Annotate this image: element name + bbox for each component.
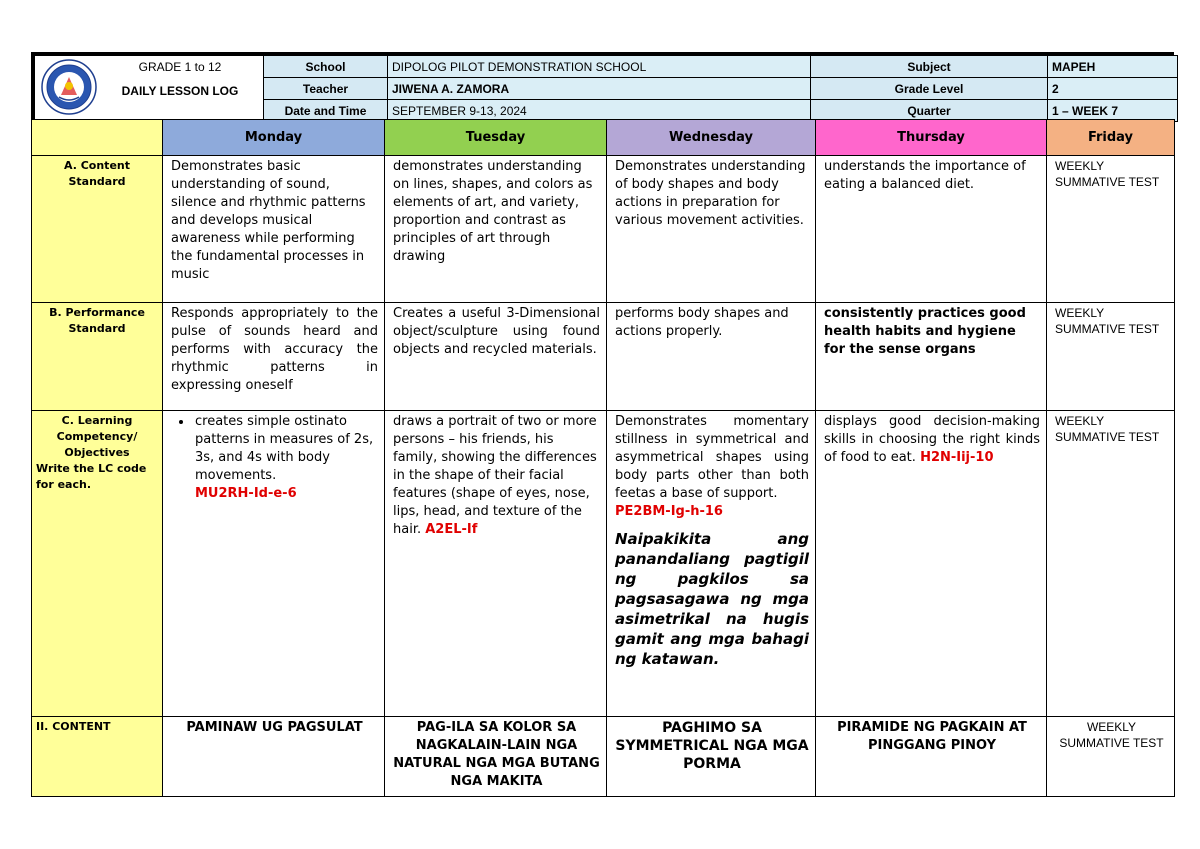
header-title-cell — [35, 56, 264, 122]
log-title: DAILY LESSON LOG — [121, 84, 239, 98]
competency-thursday — [816, 411, 1047, 717]
day-header-row — [32, 120, 1175, 156]
quarter-value: 1 – WEEK 7 — [1048, 100, 1178, 122]
day-header-monday: Monday — [163, 120, 385, 156]
competency-monday — [163, 411, 385, 717]
lesson-table — [31, 119, 1175, 797]
competency-monday-list — [171, 413, 378, 503]
content-wednesday: PAGHIMO SA SYMMETRICAL NGA MGA PORMA — [607, 717, 816, 797]
row-label-competency — [32, 411, 163, 717]
competency-wednesday-text: Demonstrates momentary stillness in symmetrical and asymmetrical shapes using body parts other than both feetas a base of support. — [615, 414, 809, 501]
grade-level-label: Grade Level — [811, 78, 1048, 100]
content-standard-tuesday: demonstrates understanding on lines, shapes, and colors as elements of art, and variety, proportion and contrast as principles of art through drawing — [385, 156, 607, 303]
day-header-thursday: Thursday — [816, 120, 1047, 156]
competency-wednesday-filipino: Naipakikita ang panandaliang pagtigil ng pagkilos sa pagsasagawa ng mga asimetrikal na hugis gamit ang mga bahagi ng katawan. — [615, 530, 809, 668]
competency-tuesday — [385, 411, 607, 717]
day-header-friday: Friday — [1047, 120, 1175, 156]
school-label: School — [264, 56, 388, 78]
performance-standard-wednesday: performs body shapes and actions properly. — [607, 303, 816, 411]
content-standard-row — [32, 156, 1175, 303]
row-label-performance-standard: B. Performance Standard — [32, 303, 163, 411]
datetime-value: SEPTEMBER 9-13, 2024 — [388, 100, 811, 122]
lc-code-wednesday: PE2BM-Ig-h-16 — [615, 504, 723, 519]
day-header-tuesday: Tuesday — [385, 120, 607, 156]
day-header-wednesday: Wednesday — [607, 120, 816, 156]
teacher-value: JIWENA A. ZAMORA — [388, 78, 811, 100]
content-standard-thursday: understands the importance of eating a balanced diet. — [816, 156, 1047, 303]
performance-standard-friday: WEEKLY SUMMATIVE TEST — [1047, 303, 1175, 411]
content-standard-friday: WEEKLY SUMMATIVE TEST — [1047, 156, 1175, 303]
competency-row — [32, 411, 1175, 717]
competency-wednesday — [607, 411, 816, 717]
content-row — [32, 717, 1175, 797]
performance-standard-tuesday: Creates a useful 3-Dimensional object/sculpture using found objects and recycled materials. — [385, 303, 607, 411]
lc-code-monday: MU2RH-Id-e-6 — [195, 486, 297, 501]
content-standard-monday: Demonstrates basic understanding of sound, silence and rhythmic patterns and develops musical awareness while performing the fundamental processes in music — [163, 156, 385, 303]
list-item — [193, 413, 378, 503]
header — [31, 52, 1174, 119]
competency-thursday-text: displays good decision-making skills in choosing the right kinds of food to eat. — [824, 414, 1040, 465]
subject-value: MAPEH — [1048, 56, 1178, 78]
performance-standard-row — [32, 303, 1175, 411]
corner-cell — [32, 120, 163, 156]
teacher-label: Teacher — [264, 78, 388, 100]
deped-seal-icon — [41, 59, 97, 115]
row-label-content-standard: A. Content Standard — [32, 156, 163, 303]
quarter-label: Quarter — [811, 100, 1048, 122]
content-thursday: PIRAMIDE NG PAGKAIN AT PINGGANG PINOY — [816, 717, 1047, 797]
lc-code-thursday: H2N-Iij-10 — [920, 450, 994, 465]
lc-code-tuesday: A2EL-If — [425, 522, 478, 537]
row-label-content: II. CONTENT — [32, 717, 163, 797]
competency-monday-text: creates simple ostinato patterns in measures of 2s, 3s, and 4s with body movements. — [195, 414, 374, 483]
content-friday: WEEKLY SUMMATIVE TEST — [1047, 717, 1175, 797]
school-value: DIPOLOG PILOT DEMONSTRATION SCHOOL — [388, 56, 811, 78]
content-standard-wednesday: Demonstrates understanding of body shapes and body actions in preparation for various movement activities. — [607, 156, 816, 303]
grade-range: GRADE 1 to 12 — [138, 60, 222, 74]
grade-level-value: 2 — [1048, 78, 1178, 100]
lesson-grid — [31, 119, 1174, 796]
performance-standard-thursday: consistently practices good health habits and hygiene for the sense organs — [816, 303, 1047, 411]
subject-label: Subject — [811, 56, 1048, 78]
content-monday: PAMINAW UG PAGSULAT — [163, 717, 385, 797]
competency-label-sub: Write the LC code for each. — [36, 462, 147, 491]
competency-friday: WEEKLY SUMMATIVE TEST — [1047, 411, 1175, 717]
competency-label: C. Learning Competency/ Objectives — [56, 414, 138, 459]
competency-tuesday-text: draws a portrait of two or more persons – his friends, his family, showing the differences in the shape of their facial features (shape of eyes, nose, lips, head, and texture of the hair. — [393, 414, 597, 537]
content-tuesday: PAG-ILA SA KOLOR SA NAGKALAIN-LAIN NGA NATURAL NGA MGA BUTANG NGA MAKITA — [385, 717, 607, 797]
header-table — [34, 55, 1178, 122]
performance-standard-monday: Responds appropriately to the pulse of sounds heard and performs with accuracy the rhythmic patterns in expressing oneself — [163, 303, 385, 411]
datetime-label: Date and Time — [264, 100, 388, 122]
